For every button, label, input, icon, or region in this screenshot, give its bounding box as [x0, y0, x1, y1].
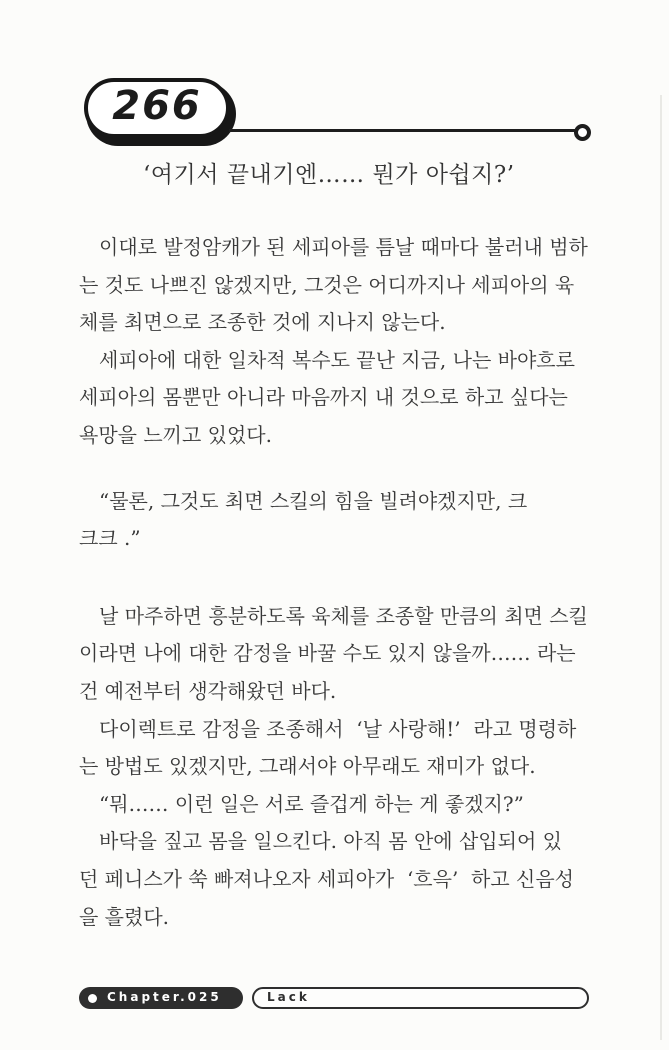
- text-line: 건 예전부터 생각해왔던 바다.: [79, 678, 337, 703]
- paragraph-6-dialogue: [79, 786, 613, 824]
- paragraph-7: [79, 823, 613, 936]
- text-line: 는 방법도 있겠지만, 그래서야 아무래도 재미가 없다.: [79, 754, 536, 779]
- text-line: 이라면 나에 대한 감정을 바꿀 수도 있지 않을까…… 라는: [79, 641, 576, 666]
- paragraph-4: [79, 598, 613, 711]
- header-rule-end-ring-icon: [574, 124, 591, 141]
- text-line: “뭐…… 이런 일은 서로 즐겁게 하는 게 좋겠지?”: [99, 791, 524, 816]
- text-line: 날 마주하면 흥분하도록 육체를 조종할 만큼의 최면 스킬: [99, 603, 588, 628]
- text-line: 이대로 발정암캐가 된 세피아를 틈날 때마다 불러내 범하: [99, 235, 588, 259]
- body-text: [79, 229, 613, 936]
- text-line: 을 흘렸다.: [79, 904, 169, 929]
- text-line: “물론, 그것도 최면 스킬의 힘을 빌려야겠지만, 크: [99, 488, 528, 513]
- text-line: 바닥을 짚고 몸을 일으킨다. 아직 몸 안에 삽입되어 있: [99, 829, 562, 854]
- text-line: 크크 .”: [79, 526, 141, 551]
- text-line: 세피아에 대한 일차적 복수도 끝난 지금, 나는 바야흐로: [99, 347, 575, 372]
- text-line: 다이렉트로 감정을 조종해서 ‘날 사랑해!’ 라고 명령하: [99, 716, 577, 741]
- bullet-dot-icon: [88, 994, 97, 1003]
- header-rule: [229, 129, 576, 132]
- paragraph-1: [79, 229, 613, 342]
- text-line: 는 것도 나쁘진 않겠지만, 그것은 어디까지나 세피아의 육: [79, 272, 575, 297]
- text-line: 욕망을 느끼고 있었다.: [79, 422, 272, 447]
- page-scan-edge: [660, 95, 662, 1040]
- series-label: Lack: [267, 990, 310, 1004]
- chapter-label: Chapter.025: [107, 990, 222, 1004]
- text-line: 던 페니스가 쑥 빠져나오자 세피아가 ‘흐윽’ 하고 신음성: [79, 866, 574, 891]
- paragraph-5: [79, 711, 613, 786]
- chapter-badge: [79, 987, 243, 1009]
- text-line: 체를 최면으로 조종한 것에 지나지 않는다.: [79, 310, 446, 335]
- paragraph-2: [79, 342, 613, 455]
- series-badge: [252, 987, 589, 1009]
- page-number-badge: [84, 78, 230, 138]
- section-heading-quote: ‘여기서 끝내기엔…… 뭔가 아쉽지?’: [143, 162, 515, 188]
- paragraph-3-dialogue: [79, 483, 613, 558]
- page-number: 266: [112, 83, 202, 129]
- text-line: 세피아의 몸뿐만 아니라 마음까지 내 것으로 하고 싶다는: [79, 385, 568, 410]
